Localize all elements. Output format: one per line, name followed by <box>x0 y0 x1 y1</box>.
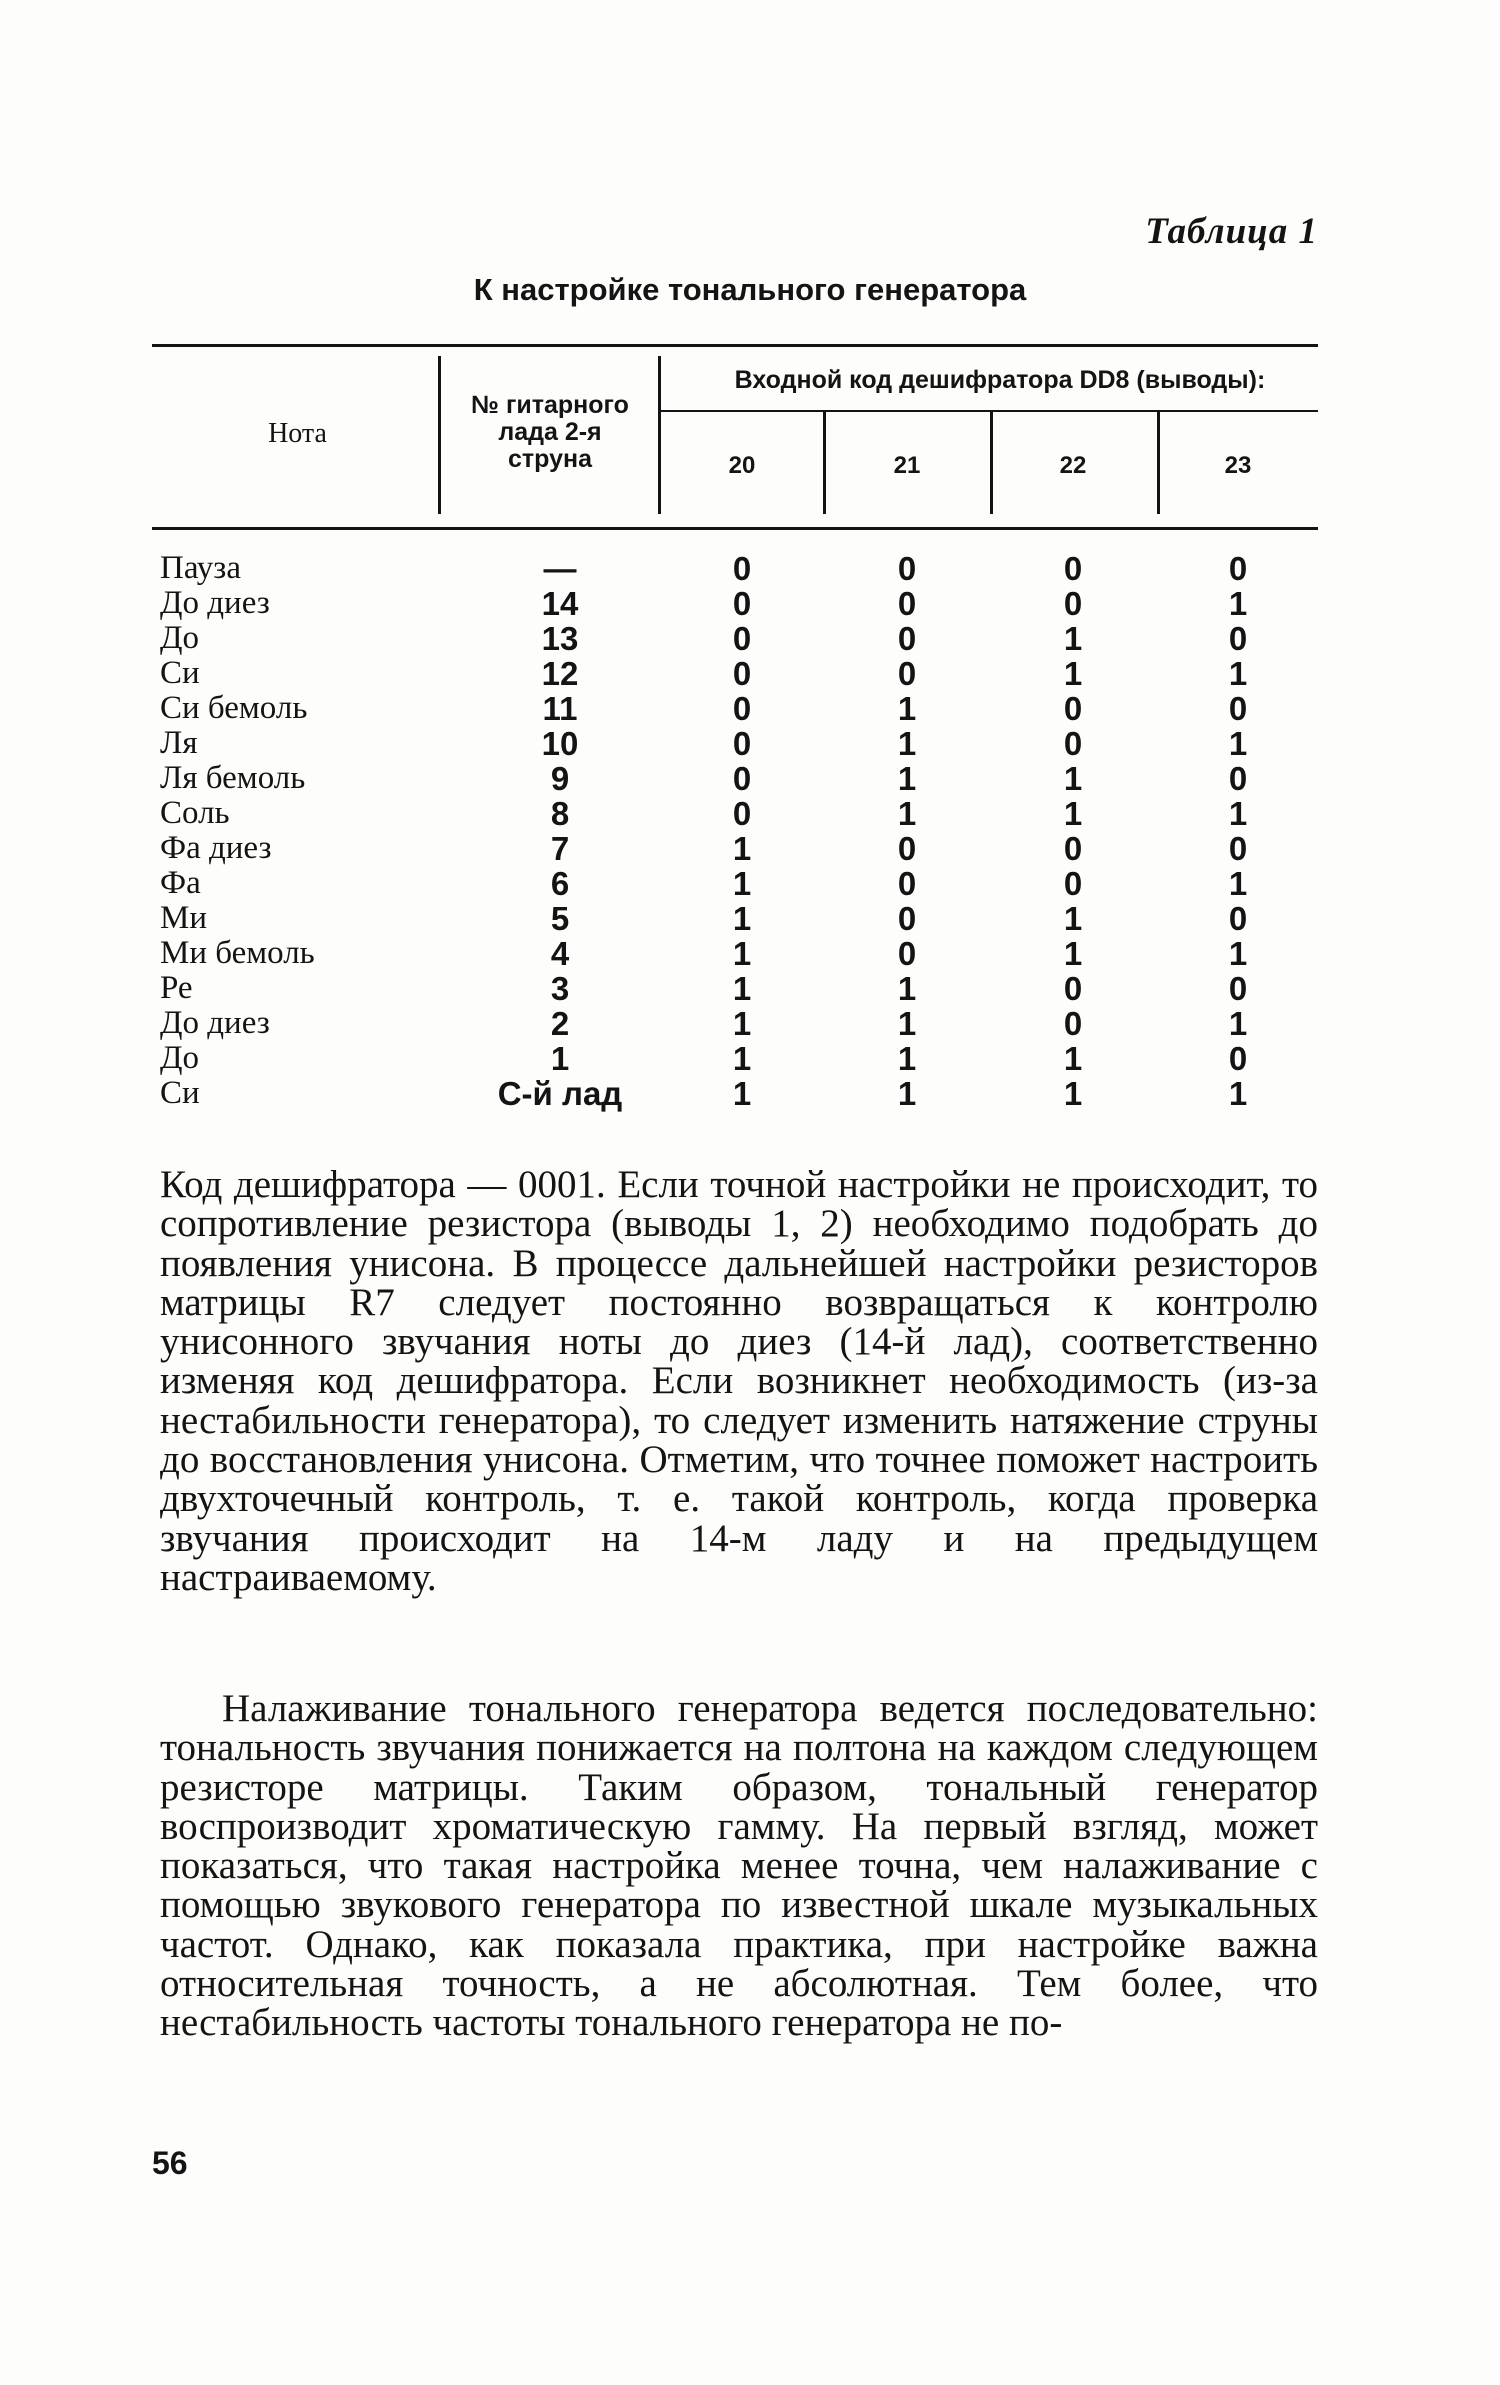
bit-cell: 1 <box>1063 900 1083 937</box>
note-cell: Ля <box>160 725 198 761</box>
fret-cell: 3 <box>550 970 570 1007</box>
header-fret-line: лада 2-я <box>498 418 602 446</box>
fret-cell: 6 <box>550 865 570 902</box>
fret-cell: 9 <box>550 760 570 797</box>
bit-cell: 0 <box>1228 550 1248 587</box>
fret-cell: 8 <box>550 795 570 832</box>
bit-cell: 0 <box>1228 830 1248 867</box>
note-cell: Пауза <box>160 550 241 586</box>
table-row <box>0 760 1500 795</box>
bit-cell: 0 <box>1063 550 1083 587</box>
bit-cell: 1 <box>897 690 917 727</box>
bit-cell: 1 <box>1228 655 1248 692</box>
bit-cell: 1 <box>897 1040 917 1077</box>
bit-cell: 0 <box>897 900 917 937</box>
note-cell: До диез <box>160 1005 270 1041</box>
bit-cell: 1 <box>1228 725 1248 762</box>
bit-cell: 1 <box>897 1005 917 1042</box>
bit-cell: 1 <box>732 865 752 902</box>
table-row <box>0 655 1500 690</box>
bit-cell: 1 <box>897 970 917 1007</box>
bit-cell: 1 <box>732 1005 752 1042</box>
table-row <box>0 725 1500 760</box>
fret-cell: 2 <box>550 1005 570 1042</box>
bit-cell: 1 <box>897 1075 917 1112</box>
table-row <box>0 690 1500 725</box>
bit-cell: 0 <box>732 550 752 587</box>
bit-cell: 0 <box>732 655 752 692</box>
bit-cell: 0 <box>897 830 917 867</box>
column-divider <box>990 412 993 514</box>
fret-cell: 5 <box>550 900 570 937</box>
header-pin-22: 22 <box>1059 452 1087 479</box>
bit-cell: 0 <box>897 655 917 692</box>
bit-cell: 0 <box>1063 1005 1083 1042</box>
paragraph-text: Код дешифратора — 0001. Если точной настройки не происходит, то сопротивление резистора (выводы 1, 2) необходимо подобрать до появления унисона. В процессе дальнейшей настройки резисторов матрицы R7 следует постоянно возвращаться к контролю унисонного звучания ноты до диез (14-й лад), соответственно изменяя код дешифратора. Если возникнет необходимость (из-за нестабильности генератора), то следует изменить натяжение струны до восстановления унисона. Отметим, что точнее поможет настроить двухточечный контроль, т. е. такой контроль, когда проверка звучания происходит на 14-м ладу и на предыдущем настраиваемому. <box>160 1163 1318 1599</box>
bit-cell: 0 <box>1228 760 1248 797</box>
bit-cell: 1 <box>732 1040 752 1077</box>
note-cell: Фа <box>160 865 201 901</box>
bit-cell: 1 <box>1063 935 1083 972</box>
note-cell: Си <box>160 1075 200 1111</box>
header-pin-23: 23 <box>1224 452 1252 479</box>
bit-cell: 1 <box>1063 620 1083 657</box>
code-group-underline <box>660 410 1318 412</box>
header-pin-21: 21 <box>893 452 921 479</box>
bit-cell: 0 <box>1063 830 1083 867</box>
table-header-bottom-rule <box>152 527 1318 530</box>
fret-cell: 12 <box>541 655 579 692</box>
table-row <box>0 1040 1500 1075</box>
bit-cell: 1 <box>897 725 917 762</box>
bit-cell: 1 <box>1228 1075 1248 1112</box>
bit-cell: 0 <box>897 585 917 622</box>
bit-cell: 1 <box>1228 585 1248 622</box>
bit-cell: 0 <box>1228 1040 1248 1077</box>
bit-cell: 0 <box>1228 970 1248 1007</box>
table-row <box>0 935 1500 970</box>
bit-cell: 1 <box>1063 655 1083 692</box>
table-row <box>0 830 1500 865</box>
table-row <box>0 585 1500 620</box>
bit-cell: 0 <box>732 620 752 657</box>
note-cell: Фа диез <box>160 830 272 866</box>
fret-cell: 10 <box>541 725 579 762</box>
header-note: Нота <box>268 418 327 449</box>
fret-cell: 7 <box>550 830 570 867</box>
bit-cell: 1 <box>897 760 917 797</box>
bit-cell: 0 <box>732 795 752 832</box>
page-number: 56 <box>152 2145 188 2181</box>
bit-cell: 0 <box>1063 725 1083 762</box>
table-number: Таблица 1 <box>1145 211 1318 252</box>
note-cell: Ми бемоль <box>160 935 315 971</box>
note-cell: До <box>160 1040 200 1076</box>
table-row <box>0 970 1500 1005</box>
bit-cell: 1 <box>1228 935 1248 972</box>
header-fret <box>440 392 660 473</box>
table-row <box>0 865 1500 900</box>
bit-cell: 0 <box>1063 970 1083 1007</box>
header-fret-line: № гитарного <box>471 391 629 419</box>
bit-cell: 1 <box>897 795 917 832</box>
bit-cell: 1 <box>732 935 752 972</box>
table-row <box>0 1005 1500 1040</box>
bit-cell: 0 <box>897 550 917 587</box>
bit-cell: 0 <box>732 585 752 622</box>
note-cell: Си бемоль <box>160 690 308 726</box>
fret-cell: 1 <box>550 1040 570 1077</box>
column-divider <box>823 412 826 514</box>
bit-cell: 0 <box>1228 900 1248 937</box>
bit-cell: 1 <box>732 900 752 937</box>
paragraph-text: Налаживание тонального генератора ведется последовательно: тональность звучания понижается на полтона на каждом следующем резисторе матрицы. Таким образом, тональный генератор воспроизводит хроматическую гамму. На первый взгляд, может показаться, что такая настройка менее точна, чем налаживание с помощью звукового генератора по известной шкале музыкальных частот. Однако, как показала практика, при настройке важна относительная точность, а не абсолютная. Тем более, что нестабильность частоты тонального генератора не по- <box>160 1687 1318 2045</box>
table-row <box>0 550 1500 585</box>
bit-cell: 1 <box>1228 1005 1248 1042</box>
table-top-rule <box>152 344 1318 347</box>
fret-cell: 14 <box>541 585 579 622</box>
note-cell: Ми <box>160 900 208 936</box>
body-paragraph <box>160 1165 1318 1597</box>
bit-cell: 1 <box>1063 760 1083 797</box>
bit-cell: 1 <box>732 1075 752 1112</box>
note-cell: До <box>160 620 200 656</box>
table-row <box>0 620 1500 655</box>
table-row <box>0 900 1500 935</box>
fret-cell: С-й лад <box>497 1075 623 1112</box>
bit-cell: 1 <box>1063 795 1083 832</box>
bit-cell: 1 <box>1228 865 1248 902</box>
bit-cell: 1 <box>1063 1040 1083 1077</box>
table-body <box>0 550 1500 1110</box>
bit-cell: 0 <box>732 760 752 797</box>
bit-cell: 0 <box>1228 690 1248 727</box>
fret-cell: — <box>543 550 577 587</box>
fret-cell: 13 <box>541 620 579 657</box>
bit-cell: 1 <box>1063 1075 1083 1112</box>
bit-cell: 0 <box>732 725 752 762</box>
bit-cell: 0 <box>897 620 917 657</box>
body-paragraph <box>160 1689 1318 2043</box>
table-row <box>0 1075 1500 1110</box>
header-pin-20: 20 <box>728 452 756 479</box>
note-cell: Соль <box>160 795 230 831</box>
bit-cell: 0 <box>897 865 917 902</box>
note-cell: Ре <box>160 970 193 1006</box>
fret-cell: 11 <box>542 690 578 727</box>
bit-cell: 0 <box>1063 690 1083 727</box>
note-cell: До диез <box>160 585 270 621</box>
bit-cell: 1 <box>732 970 752 1007</box>
bit-cell: 0 <box>1228 620 1248 657</box>
bit-cell: 0 <box>1063 585 1083 622</box>
fret-cell: 4 <box>550 935 570 972</box>
bit-cell: 1 <box>732 830 752 867</box>
bit-cell: 0 <box>732 690 752 727</box>
column-divider <box>1157 412 1160 514</box>
bit-cell: 0 <box>897 935 917 972</box>
table-row <box>0 795 1500 830</box>
note-cell: Си <box>160 655 200 691</box>
header-decoder-code: Входной код дешифратора DD8 (выводы): <box>734 366 1266 394</box>
bit-cell: 0 <box>1063 865 1083 902</box>
header-fret-line: струна <box>508 445 592 473</box>
table-caption: К настройке тонального генератора <box>473 272 1027 307</box>
note-cell: Ля бемоль <box>160 760 306 796</box>
bit-cell: 1 <box>1228 795 1248 832</box>
